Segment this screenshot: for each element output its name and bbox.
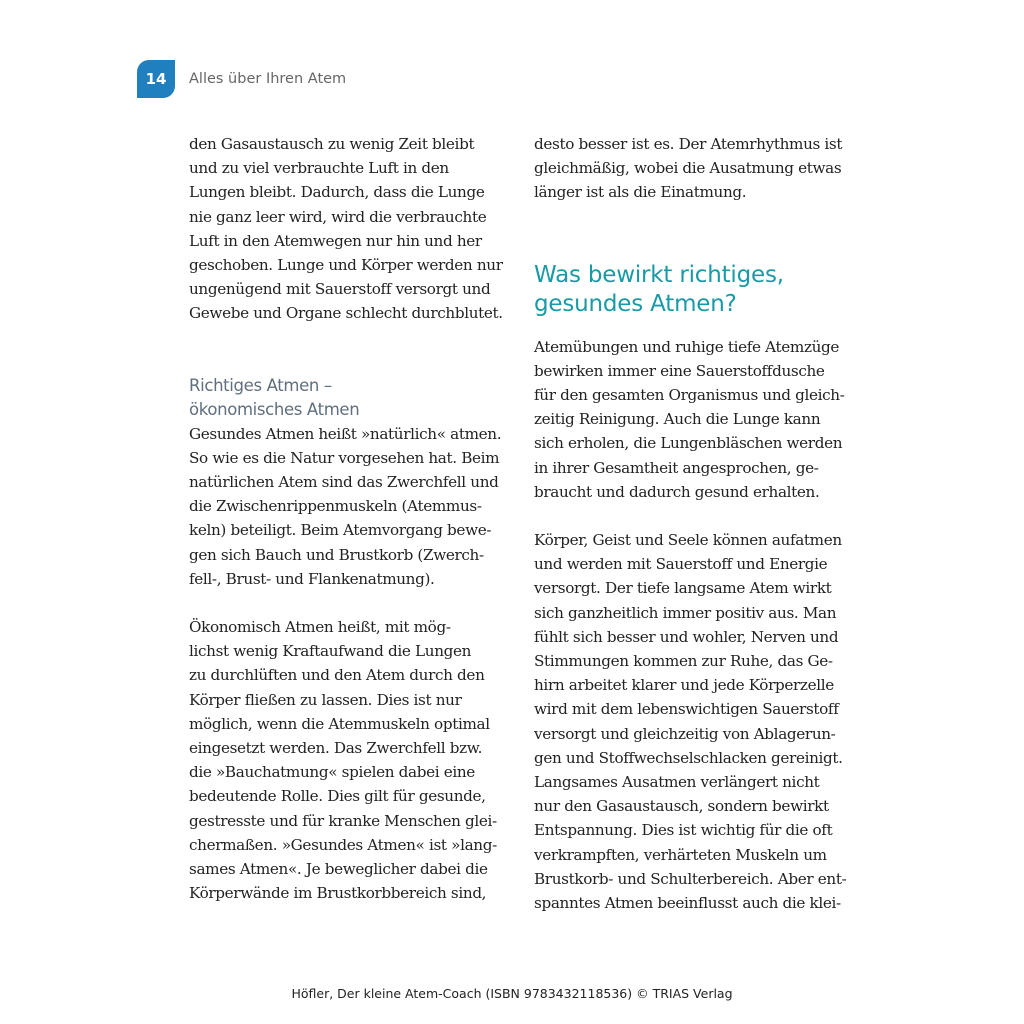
left-paragraph-2: Gesundes Atmen heißt »natürlich« atmen. So wie es die Natur vorgesehen hat. Beim natürlichen Atem sind das Zwerchfell und die Zwischenrippenmuskeln (Atemmus- keln) beteiligt. Beim Atemvorgang bewe- gen sich Bauch und Brustkorb (Zwerch- fell-, Brust- und Flankenatmung). [189, 424, 502, 588]
subheading: Richtiges Atmen – ökonomisches Atmen [189, 375, 360, 419]
running-title: Alles über Ihren Atem [189, 71, 347, 87]
footer-citation: Höfler, Der kleine Atem-Coach (ISBN 9783432118536) © TRIAS Verlag [291, 986, 733, 1001]
left-paragraph-3: Ökonomisch Atmen heißt, mit mög- lichst wenig Kraftaufwand die Lungen zu durchlüften und den Atem durch den Körper fließen zu lassen. Dies ist nur möglich, wenn die Atemmuskeln optimal eingesetzt werden. Das Zwerchfell bzw. die »Bauchatmung« spielen dabei eine bedeutende Rolle. Dies gilt für gesunde, gestresste und für kranke Menschen glei- chermaßen. »Gesundes Atmen« ist »lang- sames Atmen«. Je beweglicher dabei die Körperwände im Brustkorbbereich sind, [189, 618, 497, 903]
section-heading: Was bewirkt richtiges, gesundes Atmen? [534, 261, 784, 317]
paragraph-gap [189, 591, 517, 615]
page-number-badge: 14 [137, 60, 175, 98]
paragraph-gap [534, 504, 862, 528]
left-column [189, 132, 517, 905]
right-paragraph-2: Atemübungen und ruhige tiefe Atemzüge bewirken immer eine Sauerstoffdusche für den gesamten Organismus und gleich- zeitig Reinigung. Auch die Lunge kann sich erholen, die Lungenbläschen werden in ihrer Gesamtheit angesprochen, ge- braucht und dadurch gesund erhalten. [534, 337, 845, 501]
right-column [534, 132, 862, 915]
page-header [137, 60, 346, 98]
left-paragraph-1: den Gasaustausch zu wenig Zeit bleibt und zu viel verbrauchte Luft in den Lungen bleibt. Dadurch, dass die Lunge nie ganz leer wird, wird die verbrauchte Luft in den Atemwegen nur hin und her geschoben. Lunge und Körper werden nur ungenügend mit Sauerstoff versorgt und Gewebe und Organe schlecht durchblutet. [189, 135, 503, 323]
right-paragraph-3: Körper, Geist und Seele können aufatmen und werden mit Sauerstoff und Energie versorgt. Der tiefe langsame Atem wirkt sich ganzheitlich immer positiv aus. Man fühlt sich besser und wohler, Nerven und Stimmungen kommen zur Ruhe, das Ge- hirn arbeitet klarer und jede Körperzelle wird mit dem lebenswichtigen Sauerstoff versorgt und gleichzeitig von Ablagerun- gen und Stoffwechselschlacken gereinigt. Langsames Ausatmen verlängert nicht nur den Gasaustausch, sondern bewirkt Entspannung. Dies ist wichtig für die oft verkrampften, verhärteten Muskeln um Brustkorb- und Schulterbereich. Aber ent- spanntes Atmen beeinflusst auch die klei- [534, 531, 847, 913]
right-paragraph-1: desto besser ist es. Der Atemrhythmus ist gleichmäßig, wobei die Ausatmung etwas länger ist als die Einatmung. [534, 135, 843, 202]
